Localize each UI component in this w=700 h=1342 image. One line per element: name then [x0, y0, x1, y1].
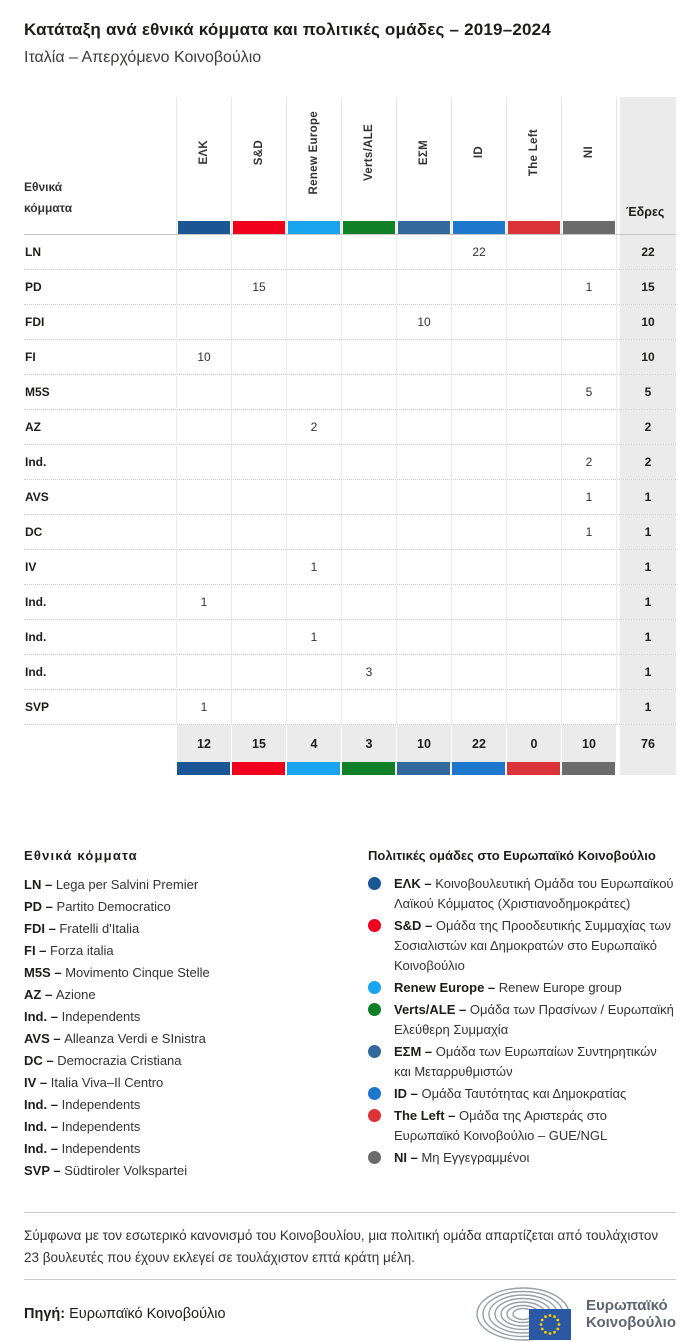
party-label: Ind.: [25, 630, 47, 644]
group-cell: [286, 515, 341, 549]
party-label: M5S: [25, 385, 50, 399]
group-cell: [231, 655, 286, 689]
group-cell: [231, 305, 286, 339]
party-legend-item: Ind. – Independents: [24, 1141, 141, 1156]
footer: [24, 1286, 676, 1342]
party-legend-item: PD – Partito Democratico: [24, 899, 171, 914]
group-cell: [396, 235, 451, 269]
group-cell: [341, 480, 396, 514]
group-color-bar: [452, 762, 505, 775]
group-legend-text: ΕΛΚ – Κοινοβουλευτική Ομάδα του Ευρωπαϊκού Λαϊκού Κόμματος (Χριστιανοδημοκράτες): [394, 876, 674, 911]
group-cell: [451, 655, 506, 689]
seats-value: 1: [620, 655, 676, 689]
footnote: Σύμφωνα με τον εσωτερικό κανονισμό του Κοινοβουλίου, μια πολιτική ομάδα απαρτίζεται από τουλάχιστον 23 βουλευτές που έχουν εκλεγεί σε τουλάχιστον επτά κράτη μέλη.: [24, 1228, 659, 1265]
group-cell: [561, 410, 616, 444]
party-legend-item: FDI – Fratelli d'Italia: [24, 921, 140, 936]
party-legend-item: IV – Italia Viva–Il Centro: [24, 1075, 164, 1090]
group-legend-text: NI – Μη Εγγεγραμμένοι: [394, 1150, 530, 1165]
divider: [24, 1279, 676, 1280]
table-row: [24, 585, 676, 620]
party-legend-item: AVS – Alleanza Verdi e SInistra: [24, 1031, 206, 1046]
seats-column-header: Έδρες: [620, 97, 676, 234]
group-cell: [396, 585, 451, 619]
table-header: [24, 97, 676, 235]
group-cell: [341, 340, 396, 374]
group-cell: [286, 585, 341, 619]
group-cell: [396, 340, 451, 374]
group-cell: [341, 375, 396, 409]
group-legend-item: [368, 978, 676, 998]
group-cell: [396, 620, 451, 654]
group-cell: [176, 480, 231, 514]
ep-logo-text: Ευρωπαϊκό Κοινοβούλιο: [585, 1297, 676, 1331]
group-color-bar: [453, 221, 505, 234]
group-label: Renew Europe: [308, 110, 320, 195]
seats-value: 22: [620, 235, 676, 269]
group-cell: [286, 305, 341, 339]
group-cell: [451, 375, 506, 409]
total-seats: 76: [620, 725, 676, 762]
group-cell: [451, 305, 506, 339]
group-cell: [231, 235, 286, 269]
group-color-bar: [508, 221, 560, 234]
group-label: NI: [583, 146, 595, 159]
group-cell: [396, 270, 451, 304]
group-cell: 10: [176, 340, 231, 374]
seats-value: 1: [620, 550, 676, 584]
group-cell: [286, 375, 341, 409]
group-cell: [176, 620, 231, 654]
party-label: FI: [25, 350, 36, 364]
table-row: [24, 445, 676, 480]
group-legend-item: [368, 1106, 676, 1146]
party-label: LN: [25, 245, 41, 259]
group-cell: 2: [561, 445, 616, 479]
group-cell: 1: [176, 585, 231, 619]
party-label: IV: [25, 560, 37, 574]
group-color-dot: [368, 1109, 381, 1122]
table-row: [24, 480, 676, 515]
group-cell: [231, 480, 286, 514]
page-subtitle: Ιταλία – Απερχόμενο Κοινοβούλιο: [24, 49, 262, 66]
group-legend-text: S&D – Ομάδα της Προοδευτικής Συμμαχίας των Σοσιαλιστών και Δημοκρατών στο Ευρωπαϊκό Κοινοβούλιο: [394, 918, 672, 973]
legends: [24, 847, 676, 1182]
group-cell: 10: [396, 305, 451, 339]
group-cell: [341, 270, 396, 304]
group-cell: [396, 515, 451, 549]
group-column-header: [341, 97, 396, 234]
page-title: Κατάταξη ανά εθνικά κόμματα και πολιτικές ομάδες – 2019–2024: [24, 20, 551, 39]
group-color-dot: [368, 1003, 381, 1016]
party-legend-item: FI – Forza italia: [24, 943, 114, 958]
group-cell: [396, 480, 451, 514]
group-cell: 5: [561, 375, 616, 409]
group-legend-text: The Left – Ομάδα της Αριστεράς στο Ευρωπαϊκό Κοινοβούλιο – GUE/NGL: [394, 1108, 608, 1143]
group-cell: [561, 690, 616, 724]
groups-legend-heading: Πολιτικές ομάδες στο Ευρωπαϊκό Κοινοβούλιο: [368, 848, 656, 863]
group-label: Verts/ALE: [363, 123, 375, 182]
party-label: SVP: [25, 700, 50, 714]
group-cell: 2: [286, 410, 341, 444]
group-cell: [176, 305, 231, 339]
group-cell: [396, 375, 451, 409]
table-row: [24, 655, 676, 690]
party-legend-item: AZ – Azione: [24, 987, 96, 1002]
table-row: [24, 690, 676, 725]
group-cell: 1: [561, 480, 616, 514]
party-label: Ind.: [25, 665, 47, 679]
group-cell: [396, 655, 451, 689]
seats-value: 1: [620, 480, 676, 514]
group-color-bar: [563, 221, 615, 234]
group-cell: [176, 270, 231, 304]
group-cell: 1: [561, 515, 616, 549]
group-cell: [286, 480, 341, 514]
seats-table: [24, 97, 676, 775]
group-cell: [396, 690, 451, 724]
group-cell: [396, 445, 451, 479]
table-row: [24, 270, 676, 305]
group-cell: [286, 690, 341, 724]
group-cell: [451, 620, 506, 654]
group-label: The Left: [528, 128, 540, 177]
group-color-dot: [368, 1045, 381, 1058]
group-cell: [561, 550, 616, 584]
group-cell: [506, 410, 561, 444]
group-cell: 1: [286, 550, 341, 584]
seats-value: 2: [620, 445, 676, 479]
group-cell: [561, 585, 616, 619]
group-cell: [561, 620, 616, 654]
totals-label-empty: [24, 725, 176, 762]
group-cell: [341, 585, 396, 619]
group-cell: [451, 445, 506, 479]
group-cell: [286, 270, 341, 304]
party-legend-item: Ind. – Independents: [24, 1119, 141, 1134]
party-legend-item: M5S – Movimento Cinque Stelle: [24, 965, 210, 980]
group-color-bar: [342, 762, 395, 775]
group-cell: [396, 410, 451, 444]
group-legend-text: ΕΣΜ – Ομάδα των Ευρωπαίων Συντηρητικών και Μεταρρυθμιστών: [394, 1044, 657, 1079]
group-cell: [341, 690, 396, 724]
group-color-bar: [343, 221, 395, 234]
group-cell: [506, 690, 561, 724]
table-body: [24, 235, 676, 725]
party-label: Ind.: [25, 455, 47, 469]
group-cell: [451, 550, 506, 584]
group-cell: [231, 620, 286, 654]
group-color-dot: [368, 1151, 381, 1164]
seats-value: 10: [620, 340, 676, 374]
seats-value: 10: [620, 305, 676, 339]
group-color-bar: [232, 762, 285, 775]
group-color-bar: [178, 221, 230, 234]
party-legend-item: LN – Lega per Salvini Premier: [24, 877, 199, 892]
group-cell: [176, 515, 231, 549]
group-total: 15: [231, 725, 286, 762]
group-color-bar: [562, 762, 615, 775]
group-cell: [231, 550, 286, 584]
group-cell: [176, 375, 231, 409]
group-column-header: [396, 97, 451, 234]
seats-value: 1: [620, 620, 676, 654]
group-cell: [341, 445, 396, 479]
group-total: 10: [561, 725, 616, 762]
political-groups-legend: [368, 847, 676, 1182]
group-total: 10: [396, 725, 451, 762]
group-legend-text: ID – Ομάδα Ταυτότητας και Δημοκρατίας: [394, 1086, 627, 1101]
group-legend-item: [368, 1042, 676, 1082]
group-cell: [451, 410, 506, 444]
group-cell: [341, 305, 396, 339]
source-line: [24, 1306, 226, 1322]
group-cell: [451, 480, 506, 514]
group-cell: 3: [341, 655, 396, 689]
seats-value: 2: [620, 410, 676, 444]
group-cell: [561, 305, 616, 339]
group-cell: [231, 690, 286, 724]
bottom-color-bars: [24, 762, 676, 775]
group-cell: [231, 340, 286, 374]
seats-value: 1: [620, 585, 676, 619]
group-legend-text: Renew Europe – Renew Europe group: [394, 980, 622, 995]
group-total: 22: [451, 725, 506, 762]
group-cell: [561, 235, 616, 269]
group-cell: [506, 445, 561, 479]
group-total: 0: [506, 725, 561, 762]
group-total: 12: [176, 725, 231, 762]
table-row: [24, 550, 676, 585]
header: [0, 0, 700, 67]
seats-value: 5: [620, 375, 676, 409]
group-cell: [506, 375, 561, 409]
group-label: S&D: [253, 139, 265, 166]
party-label: Ind.: [25, 595, 47, 609]
group-total: 4: [286, 725, 341, 762]
party-legend-item: Ind. – Independents: [24, 1009, 141, 1024]
group-cell: [341, 620, 396, 654]
group-legend-item: [368, 874, 676, 914]
group-color-bar: [288, 221, 340, 234]
group-cell: 1: [176, 690, 231, 724]
group-cell: 15: [231, 270, 286, 304]
group-label: ΕΣΜ: [418, 139, 430, 166]
group-cell: [176, 550, 231, 584]
table-row: [24, 410, 676, 445]
party-label: AZ: [25, 420, 41, 434]
corner-label: Εθνικά κόμματα: [24, 180, 73, 215]
group-cell: [286, 340, 341, 374]
group-cell: [506, 655, 561, 689]
group-cell: [231, 585, 286, 619]
group-cell: [506, 620, 561, 654]
seats-value: 15: [620, 270, 676, 304]
seats-value: 1: [620, 515, 676, 549]
group-cell: [176, 445, 231, 479]
group-cell: [176, 655, 231, 689]
group-color-bar: [398, 221, 450, 234]
group-cell: [286, 445, 341, 479]
table-row: [24, 340, 676, 375]
ep-logo: [471, 1286, 676, 1342]
group-legend-item: [368, 1148, 676, 1168]
parties-legend-heading: Εθνικά κόμματα: [24, 848, 138, 863]
group-legend-text: Verts/ALE – Ομάδα των Πρασίνων / Ευρωπαϊκή Ελεύθερη Συμμαχία: [394, 1002, 674, 1037]
group-cell: [506, 270, 561, 304]
group-cell: [231, 515, 286, 549]
group-column-header: [506, 97, 561, 234]
table-row: [24, 235, 676, 270]
party-legend-item: DC – Democrazia Cristiana: [24, 1053, 182, 1068]
party-label: FDI: [25, 315, 45, 329]
group-cell: [506, 480, 561, 514]
group-legend-item: [368, 1084, 676, 1104]
group-color-bar: [177, 762, 230, 775]
group-color-dot: [368, 981, 381, 994]
group-label: ΕΛΚ: [198, 140, 210, 165]
group-legend-item: [368, 916, 676, 976]
group-cell: 22: [451, 235, 506, 269]
group-cell: [341, 515, 396, 549]
party-legend-item: Ind. – Independents: [24, 1097, 141, 1112]
group-column-header: [561, 97, 616, 234]
group-color-bar: [507, 762, 560, 775]
group-column-header: [231, 97, 286, 234]
group-column-header: [176, 97, 231, 234]
group-cell: [561, 655, 616, 689]
group-cell: [561, 340, 616, 374]
group-label: ID: [473, 146, 485, 159]
group-cell: [176, 235, 231, 269]
group-column-header: [451, 97, 506, 234]
group-cell: [396, 550, 451, 584]
totals-row: [24, 725, 676, 762]
group-cell: [231, 445, 286, 479]
group-color-dot: [368, 877, 381, 890]
group-cell: [176, 410, 231, 444]
table-row: [24, 515, 676, 550]
group-cell: [341, 550, 396, 584]
group-cell: [506, 235, 561, 269]
table-row: [24, 305, 676, 340]
group-cell: [506, 515, 561, 549]
national-parties-legend: [24, 847, 368, 1182]
eu-flag: [529, 1309, 571, 1340]
group-cell: [451, 515, 506, 549]
source-label: Πηγή:: [24, 1306, 66, 1322]
group-cell: [231, 410, 286, 444]
group-cell: [506, 585, 561, 619]
group-cell: [451, 690, 506, 724]
group-cell: [451, 270, 506, 304]
group-cell: [286, 235, 341, 269]
group-cell: 1: [561, 270, 616, 304]
group-column-header: [286, 97, 341, 234]
group-cell: [451, 585, 506, 619]
divider: [24, 1212, 676, 1213]
group-color-bar: [397, 762, 450, 775]
group-color-dot: [368, 1087, 381, 1100]
ep-hemicycle-icon: [471, 1286, 576, 1342]
party-label: DC: [25, 525, 43, 539]
group-cell: [506, 550, 561, 584]
group-color-dot: [368, 919, 381, 932]
group-cell: [286, 655, 341, 689]
group-legend-item: [368, 1000, 676, 1040]
source-text: Ευρωπαϊκό Κοινοβούλιο: [69, 1306, 226, 1322]
table-row: [24, 620, 676, 655]
group-color-bar: [287, 762, 340, 775]
group-cell: [451, 340, 506, 374]
group-total: 3: [341, 725, 396, 762]
group-color-bar: [233, 221, 285, 234]
group-cell: [341, 235, 396, 269]
table-row: [24, 375, 676, 410]
party-label: AVS: [25, 490, 49, 504]
group-cell: [506, 340, 561, 374]
party-legend-item: SVP – Südtiroler Volkspartei: [24, 1163, 188, 1178]
seats-value: 1: [620, 690, 676, 724]
group-cell: [341, 410, 396, 444]
group-cell: [506, 305, 561, 339]
group-cell: 1: [286, 620, 341, 654]
party-label: PD: [25, 280, 42, 294]
group-cell: [231, 375, 286, 409]
